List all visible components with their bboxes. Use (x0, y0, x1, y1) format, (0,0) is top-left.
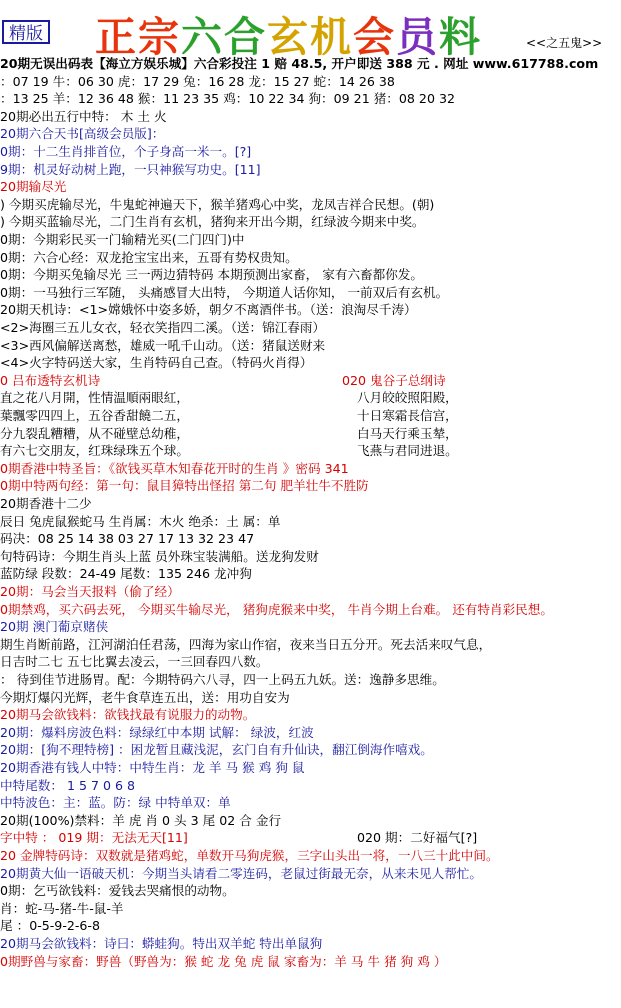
text-line: 0期：今期买兔输尽光 三一两边猜特码 本期预测出家畜， 家有六畜都你发。 (0, 267, 424, 283)
text-line: 肖：蛇-马-猪-牛-鼠-羊 (0, 900, 124, 916)
text-line: 20期：[狗不理特榜] ：困龙暂且藏浅泥，玄门自有升仙诀，翻江倒海作嘻戏。 (0, 742, 433, 758)
text-line: 日吉时二七 五七比翼去凌云，一三回春四八数。 (0, 654, 269, 670)
title-char: 合 (224, 13, 267, 61)
text-line: 20期无误出码表【海立方娱乐城】六合彩投注 1 赔 48.5, 开户即送 388 元 . 网址 www.617788.com (0, 56, 599, 71)
text-line: 葉飄零四四上，五谷香甜饒二五， (0, 408, 189, 423)
text-line: 20期 澳门葡京赌侠 (0, 619, 109, 635)
text-line: 20期黄大仙一语破天机：今期当头请看二零连码，老鼠过街最无奈，从来未见人帮忙。 (0, 865, 482, 881)
title-char: 正 (95, 13, 138, 61)
text-line: 辰日 兔虎鼠猴蛇马 生肖属：木火 绝杀：土 属：单 (0, 513, 281, 529)
text-line-right: 飞燕与君同进退。 (357, 443, 458, 459)
text-line: 20期(100%)禁料：羊 虎 肖 0 头 3 尾 02 合 金行 (0, 812, 282, 828)
text-line-right: 020 期：二好福气[?] (357, 830, 478, 846)
text-line-right: 020 鬼谷子总纲诗 (342, 372, 446, 388)
text-line: ：07 19 牛：06 30 虎：17 29 兔：16 28 龙：15 27 蛇：14 26 38 (0, 73, 395, 89)
text-line: 20 金牌特码诗：双数就是猪鸡蛇，单数开马狗虎猴，三字山头出一将，一八三十此中间。 (0, 848, 499, 863)
text-line: 蓝防绿 段数：24-49 尾数：135 246 龙冲狗 (0, 566, 252, 582)
text-line: 20期必出五行中特： 木 土 火 (0, 108, 167, 124)
text-line: ： 待到佳节进肠胃。配：今期特码六八寻，四一上码五九妖。送：逸静多思维。 (0, 672, 445, 687)
title-char: 机 (310, 13, 353, 61)
text-line: <4>火字特码送大家，生肖特码自己查。（特码火肖得） (0, 355, 313, 371)
title-char: 玄 (267, 13, 310, 61)
text-line: 有六七交朋友，红珠绿珠五个球。 (0, 443, 189, 459)
text-line: 中特尾数： 1 5 7 0 6 8 (0, 777, 136, 793)
text-line-right: 白马天行乘玉辇， (357, 425, 458, 441)
text-line: <2>海圈三五儿女衣，轻衣笑指四二溪。（送：锦江春雨） (0, 320, 326, 335)
text-line: ) 今期买蓝输尽光，二门生肖有玄机，猪狗来开出今期，红绿波今期来中奖。 (0, 214, 425, 230)
text-line: 20期香港十二少 (0, 496, 92, 511)
text-line: 0期香港中特圣旨：《欲钱买草木知春花开时的生肖 》密码 341 (0, 460, 349, 476)
text-line: 句特码诗：今期生肖头上蓝 员外珠宝装满船。送龙狗发财 (0, 548, 319, 564)
text-line: 0期：今期彩民买一门输精光买(二门四门)中 (0, 232, 245, 247)
text-line: 20期天机诗：<1>嫦娥怀中姿多娇，朝夕不离酒伴书。（送：浪淘尽千涛） (0, 302, 417, 318)
text-line: 20期六合天书[高级会员版]： (0, 126, 165, 142)
text-line: 20期马会欲钱料：欲钱找最有说服力的动物。 (0, 707, 256, 723)
text-line: 20期香港有钱人中特：中特生肖：龙 羊 马 猴 鸡 狗 鼠 (0, 760, 305, 775)
text-line: 0期：十二生肖排首位，个子身高一米一。[?] (0, 144, 252, 159)
text-line: 20期输尽光 (0, 179, 67, 195)
title-char: 员 (396, 13, 439, 61)
title-char: 会 (353, 13, 396, 61)
badge-label: 精版 (2, 20, 50, 44)
text-line: 0期野兽与家畜：野兽（野兽为：猴 蛇 龙 兔 虎 鼠 家畜为：羊 马 牛 猪 狗 鸡 ） (0, 953, 447, 969)
text-line: 期生肖断前路，江河湖泊任君荡，四海为家山作宿，夜来当日五分开。死去活来叹气息， (0, 636, 492, 652)
text-line: 0期：一马独行三军随， 头痛感冒大出特， 今期道人话你知， 一前双后有玄机。 (0, 284, 449, 300)
text-line: 0期中特两句经：第一句：鼠目獐特出怪招 第二句 肥羊壮牛不胜防 (0, 478, 369, 494)
text-line: 字中特 ： 019 期：无法无天[11] (0, 830, 188, 846)
text-line: 分九裂乱糟糟，从不碰壁总幼稚， (0, 425, 189, 441)
text-line: 20期：马会当天报料（偷了经） (0, 584, 180, 599)
text-line: 中特波色：主：蓝。防：绿 中特单双：单 (0, 795, 231, 811)
text-line-right: 十日寒霜長信宫， (357, 408, 458, 423)
text-line: 直之花八月開，性情温順兩眼紅， (0, 390, 189, 406)
text-line: 今期灯爆闪光辉，老牛食草连五出，送：用功自安为 (0, 689, 290, 705)
text-line: <3>西风偏解送离愁，雄威一吼千山动。（送：猪鼠送财来 (0, 337, 326, 353)
text-line: 0期禁鸡，买六码去死， 今期买牛输尽光， 猪狗虎猴来中奖， 牛肖今期上台难。 还有特肖彩民想。 (0, 601, 553, 617)
title-char: 宗 (138, 13, 181, 61)
title-char: 料 (439, 13, 482, 61)
text-line: 9期：机灵好动树上跑，一只神猴写功史。[11] (0, 161, 261, 177)
title-char: 六 (181, 13, 224, 61)
text-line: 0 吕布透特玄机诗 (0, 372, 101, 388)
text-line-right: 八月皎皎照阳殿， (357, 390, 458, 406)
text-line: 0期：乞丐欲钱料：爱钱去哭痛恨的动物。 (0, 883, 235, 899)
text-line: 码决：08 25 14 38 03 27 17 13 32 23 47 (0, 531, 255, 547)
subtitle: <<之五鬼>> (526, 36, 603, 50)
text-line: 20期：爆料房波色料：绿绿红中本期 试解： 绿波，红波 (0, 724, 314, 740)
text-line: 尾 ：0-5-9-2-6-8 (0, 918, 100, 934)
text-line: 20期马会欲钱料：诗曰：蟒蛙狗。特出双羊蛇 特出单鼠狗 (0, 936, 323, 951)
text-line: ) 今期买虎输尽光，牛鬼蛇神遍天下，猴羊猪鸡心中奖，龙凤吉祥合民想。(朝) (0, 196, 435, 212)
text-line: ：13 25 羊：12 36 48 猴：11 23 35 鸡：10 22 34 狗：09 21 猪：08 20 32 (0, 91, 455, 107)
text-line: 0期：六合心经：双龙抢宝宝出来，五哥有势权贵知。 (0, 249, 298, 265)
